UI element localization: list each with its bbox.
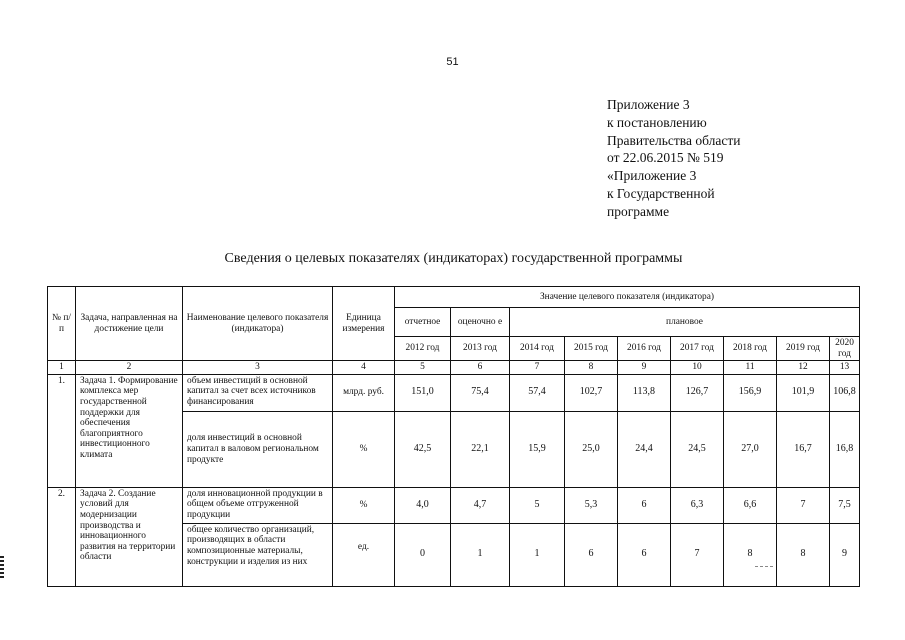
value-cell: 7 bbox=[671, 523, 724, 586]
value-cell: 16,8 bbox=[830, 411, 860, 487]
page-number: 51 bbox=[446, 56, 459, 68]
appendix-line: Правительства области bbox=[607, 132, 741, 148]
header-year: 2014 год bbox=[510, 337, 565, 361]
value-cell: 1 bbox=[510, 523, 565, 586]
value-cell: 102,7 bbox=[565, 374, 618, 411]
column-number: 12 bbox=[777, 361, 830, 375]
document-title: Сведения о целевых показателях (индикаторах) государственной программы bbox=[224, 251, 683, 266]
header-year: 2018 год bbox=[724, 337, 777, 361]
header-year: 2016 год bbox=[618, 337, 671, 361]
column-number: 13 bbox=[830, 361, 860, 375]
column-number: 10 bbox=[671, 361, 724, 375]
value-cell: 101,9 bbox=[777, 374, 830, 411]
header-indicator: Наименование целевого показателя (индикатора) bbox=[183, 287, 333, 361]
indicator-name: доля инвестиций в основной капитал в валовом региональном продукте bbox=[183, 411, 333, 487]
value-cell: 25,0 bbox=[565, 411, 618, 487]
unit: млрд. руб. bbox=[333, 374, 395, 411]
header-no: № п/п bbox=[48, 287, 76, 361]
value-cell: 8 bbox=[724, 523, 777, 586]
appendix-line: программе bbox=[607, 203, 670, 219]
indicator-name: объем инвестиций в основной капитал за счет всех источников финансирования bbox=[183, 374, 333, 411]
appendix-line: от 22.06.2015 № 519 bbox=[607, 150, 724, 166]
value-cell: 6,6 bbox=[724, 487, 777, 523]
value-cell: 156,9 bbox=[724, 374, 777, 411]
value-cell: 6,3 bbox=[671, 487, 724, 523]
value-cell: 75,4 bbox=[451, 374, 510, 411]
value-cell: 126,7 bbox=[671, 374, 724, 411]
column-number: 1 bbox=[48, 361, 76, 375]
header-year: 2017 год bbox=[671, 337, 724, 361]
value-cell: 106,8 bbox=[830, 374, 860, 411]
table-row bbox=[48, 374, 860, 411]
header-year: 2020 год bbox=[830, 337, 860, 361]
appendix-line: к постановлению bbox=[607, 114, 707, 130]
value-cell: 1 bbox=[451, 523, 510, 586]
value-cell: 8 bbox=[777, 523, 830, 586]
task-description: Задача 1. Формирование комплекса мер государственной поддержки для обеспечения благоприятного инвестиционного климата bbox=[76, 374, 183, 487]
appendix-line: к Государственной bbox=[607, 185, 715, 201]
column-number: 7 bbox=[510, 361, 565, 375]
value-cell: 6 bbox=[618, 487, 671, 523]
value-cell: 7,5 bbox=[830, 487, 860, 523]
header-year: 2019 год bbox=[777, 337, 830, 361]
value-cell: 4,7 bbox=[451, 487, 510, 523]
value-cell: 151,0 bbox=[395, 374, 451, 411]
value-cell: 0 bbox=[395, 523, 451, 586]
value-cell: 5 bbox=[510, 487, 565, 523]
column-number: 6 bbox=[451, 361, 510, 375]
task-number: 1. bbox=[48, 374, 76, 487]
column-number: 11 bbox=[724, 361, 777, 375]
header-year: 2013 год bbox=[451, 337, 510, 361]
targets-table bbox=[47, 286, 860, 587]
value-cell: 16,7 bbox=[777, 411, 830, 487]
appendix-line: Приложение 3 bbox=[607, 97, 690, 112]
unit: ед. bbox=[333, 523, 395, 586]
table-row bbox=[48, 487, 860, 523]
value-cell: 27,0 bbox=[724, 411, 777, 487]
unit: % bbox=[333, 487, 395, 523]
value-cell: 9 bbox=[830, 523, 860, 586]
value-cell: 24,4 bbox=[618, 411, 671, 487]
column-number: 2 bbox=[76, 361, 183, 375]
column-number: 3 bbox=[183, 361, 333, 375]
header-value-group: Значение целевого показателя (индикатора) bbox=[395, 287, 860, 308]
value-cell: 4,0 bbox=[395, 487, 451, 523]
value-cell: 22,1 bbox=[451, 411, 510, 487]
unit: % bbox=[333, 411, 395, 487]
indicator-name: общее количество организаций, производящих в области композиционные материалы, конструкции и изделия из них bbox=[183, 523, 333, 586]
header-task: Задача, направленная на достижение цели bbox=[76, 287, 183, 361]
value-cell: 15,9 bbox=[510, 411, 565, 487]
header-year: 2012 год bbox=[395, 337, 451, 361]
header-estimated: оценочно е bbox=[451, 308, 510, 337]
value-cell: 5,3 bbox=[565, 487, 618, 523]
value-cell: 113,8 bbox=[618, 374, 671, 411]
value-cell: 24,5 bbox=[671, 411, 724, 487]
appendix-line: «Приложение 3 bbox=[607, 168, 697, 184]
header-planned: плановое bbox=[510, 308, 860, 337]
column-number: 4 bbox=[333, 361, 395, 375]
task-number: 2. bbox=[48, 487, 76, 586]
value-cell: 7 bbox=[777, 487, 830, 523]
header-unit: Единица измерения bbox=[333, 287, 395, 361]
scan-edge-mark bbox=[0, 556, 4, 578]
value-cell: 42,5 bbox=[395, 411, 451, 487]
column-number: 5 bbox=[395, 361, 451, 375]
header-reported: отчетное bbox=[395, 308, 451, 337]
header-year: 2015 год bbox=[565, 337, 618, 361]
value-cell: 6 bbox=[618, 523, 671, 586]
column-number: 9 bbox=[618, 361, 671, 375]
column-number: 8 bbox=[565, 361, 618, 375]
value-cell: 6 bbox=[565, 523, 618, 586]
indicator-name: доля инновационной продукции в общем объеме отгруженной продукции bbox=[183, 487, 333, 523]
task-description: Задача 2. Создание условий для модернизации производства и инновационного развития на территории области bbox=[76, 487, 183, 586]
targets-table-wrapper bbox=[47, 286, 860, 587]
appendix-block bbox=[607, 96, 740, 221]
scan-dash-mark bbox=[755, 566, 773, 567]
value-cell: 57,4 bbox=[510, 374, 565, 411]
